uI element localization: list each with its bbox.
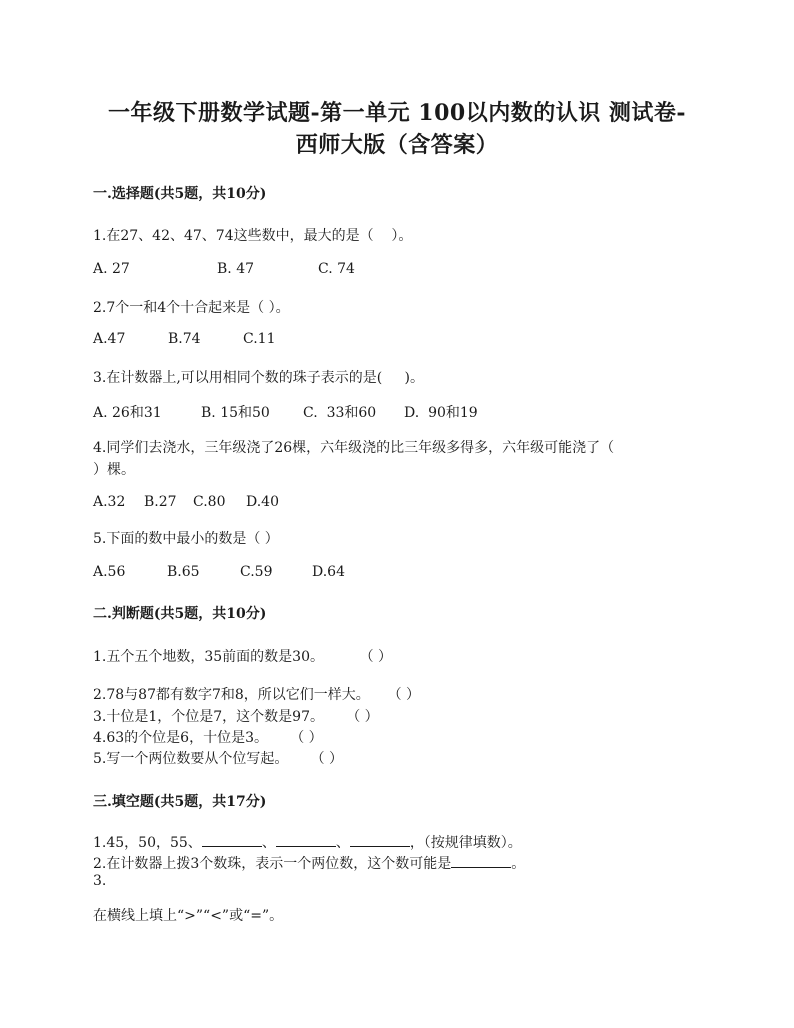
choice-q5-option-c: C.59 bbox=[240, 564, 273, 580]
page-title-line1: 一年级下册数学试题-第一单元 100以内数的认识 测试卷- bbox=[107, 100, 686, 126]
fill-q1-blank-2[interactable] bbox=[276, 834, 336, 847]
fill-q2-prefix: 2.在计数器上拨3个数珠，表示一个两位数，这个数可能是 bbox=[93, 856, 452, 872]
fill-q1-sep-2: 、 bbox=[335, 835, 350, 851]
choice-q3-option-b: B. 15和50 bbox=[201, 405, 270, 421]
judge-q1: 1.五个五个地数，35前面的数是30。 （ ） bbox=[93, 649, 393, 665]
fill-q3: 3. bbox=[93, 873, 107, 889]
choice-q2-option-b: B.74 bbox=[168, 331, 201, 347]
choice-q4-option-d: D.40 bbox=[246, 494, 279, 510]
fill-q1-blank-3[interactable] bbox=[350, 834, 410, 847]
section-heading-choice: 一.选择题(共5题，共10分) bbox=[93, 186, 267, 202]
fill-q2 bbox=[93, 853, 525, 873]
choice-q3: 3.在计数器上,可以用相同个数的珠子表示的是( )。 bbox=[93, 370, 424, 386]
page-title-line2: 西师大版（含答案） bbox=[295, 132, 499, 158]
choice-q3-option-d: D. 90和19 bbox=[404, 405, 478, 421]
fill-q2-blank[interactable] bbox=[451, 855, 511, 868]
judge-q5: 5.写一个两位数要从个位写起。 （ ） bbox=[93, 751, 344, 767]
choice-q2: 2.7个一和4个十合起来是（ ）。 bbox=[93, 300, 290, 316]
choice-q4-option-c: C.80 bbox=[193, 494, 226, 510]
choice-q3-option-c: C. 33和60 bbox=[303, 405, 377, 421]
choice-q4-option-b: B.27 bbox=[144, 494, 177, 510]
choice-q5-option-a: A.56 bbox=[93, 564, 126, 580]
choice-q3-option-a: A. 26和31 bbox=[93, 405, 162, 421]
choice-q4-line1: 4.同学们去浇水，三年级浇了26棵，六年级浇的比三年级多得多，六年级可能浇了（ bbox=[93, 440, 615, 456]
choice-q1-option-a: A. 27 bbox=[93, 261, 130, 277]
fill-q1-suffix: ，（按规律填数）。 bbox=[409, 835, 522, 851]
fill-q1-prefix: 1.45，50，55、 bbox=[93, 835, 202, 851]
judge-q2: 2.78与87都有数字7和8，所以它们一样大。 （ ） bbox=[93, 687, 421, 703]
choice-q4-line2: ）棵。 bbox=[93, 462, 135, 478]
choice-q1-option-c: C. 74 bbox=[318, 261, 355, 277]
choice-q5-option-b: B.65 bbox=[167, 564, 200, 580]
fill-q1-sep-1: 、 bbox=[261, 835, 276, 851]
section-heading-fill: 三.填空题(共5题，共17分) bbox=[93, 794, 267, 810]
choice-q4-option-a: A.32 bbox=[93, 494, 126, 510]
fill-q2-suffix: 。 bbox=[511, 856, 526, 872]
choice-q1-option-b: B. 47 bbox=[217, 261, 255, 277]
choice-q5-option-d: D.64 bbox=[312, 564, 345, 580]
choice-q2-option-a: A.47 bbox=[93, 331, 126, 347]
choice-q2-option-c: C.11 bbox=[243, 331, 276, 347]
judge-q4: 4.63的个位是6，十位是3。 （ ） bbox=[93, 730, 323, 746]
judge-q3: 3.十位是1，个位是7，这个数是97。 （ ） bbox=[93, 709, 379, 725]
fill-q1-blank-1[interactable] bbox=[202, 834, 262, 847]
fill-q1 bbox=[93, 832, 522, 852]
choice-q1: 1.在27、42、47、74这些数中，最大的是（ ）。 bbox=[93, 228, 413, 244]
choice-q5: 5.下面的数中最小的数是（ ） bbox=[93, 531, 279, 547]
section-heading-judge: 二.判断题(共5题，共10分) bbox=[93, 606, 267, 622]
fill-q3-text: 在横线上填上“>”“<”或“=”。 bbox=[93, 908, 284, 924]
